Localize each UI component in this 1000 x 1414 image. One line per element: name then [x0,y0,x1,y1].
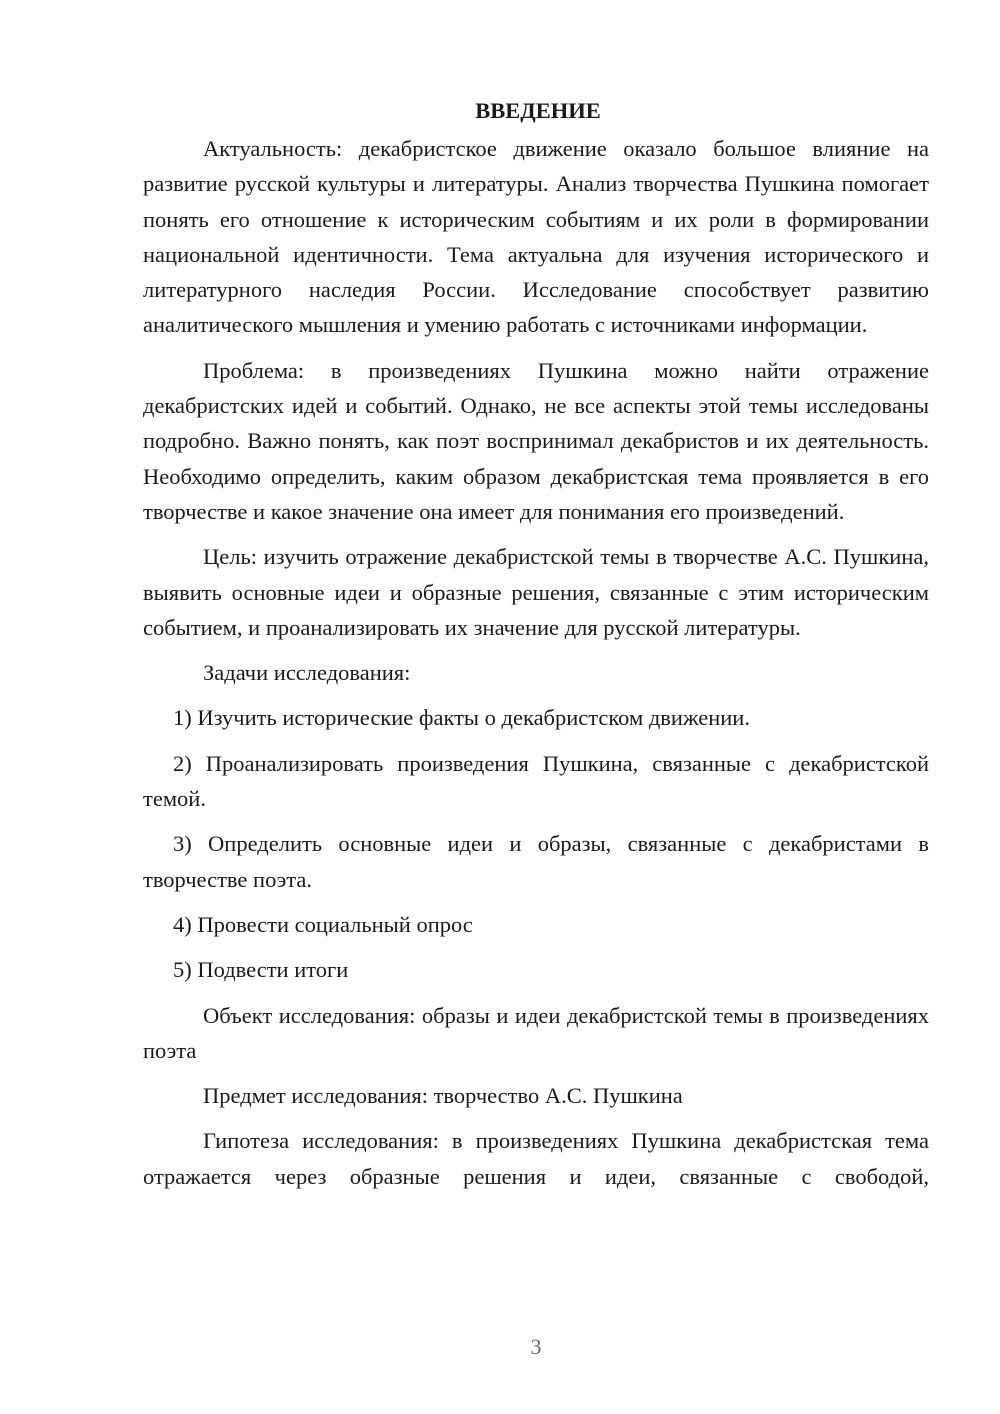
task-item-4: 4) Провести социальный опрос [173,911,473,937]
paragraph-goal: Цель: изучить отражение декабристской темы в творчестве А.С. Пушкина, выявить основные идеи и образные решения, связанные с этим историческим событием, и проанализировать их значение для русской литературы. [143,544,929,640]
paragraph-problem: Проблема: в произведениях Пушкина можно найти отражение декабристских идей и событий. Однако, не все аспекты этой темы исследованы подробно. Важно понять, как поэт воспринимал декабристов и их деятельность. Необходимо определить, каким образом декабристская тема проявляется в его творчестве и какое значение она имеет для понимания его произведений. [143,357,929,524]
paragraph-object: Объект исследования: образы и идеи декабристской темы в произведениях поэта [143,1002,929,1063]
tasks-title: Задачи исследования: [203,660,411,686]
task-item-5: 5) Подвести итоги [173,957,349,983]
task-item-2: 2) Проанализировать произведения Пушкина, связанные с декабристской темой. [143,750,929,812]
paragraph-hypothesis: Гипотеза исследования: в произведениях Пушкина декабристская тема отражается через образные решения и идеи, связанные с свободой, [143,1128,929,1189]
paragraph-subject: Предмет исследования: творчество А.С. Пушкина [203,1083,683,1109]
task-item-1: 1) Изучить исторические факты о декабристском движении. [173,705,750,731]
task-item-3: 3) Определить основные идеи и образы, связанные с декабристами в творчестве поэта. [143,831,929,892]
paragraph-relevance: Актуальность: декабристское движение оказало большое влияние на развитие русской культуры и литературы. Анализ творчества Пушкина помогает понять его отношение к историческим событиям и их роли в формировании национальной идентичности. Тема актуальна для изучения исторического и литературного наследия России. Исследование способствует развитию аналитического мышления и умению работать с источниками информации. [143,136,929,338]
section-heading: ВВЕДЕНИЕ [475,98,601,123]
page-content [143,96,929,1204]
page-number: 3 [530,1334,542,1359]
